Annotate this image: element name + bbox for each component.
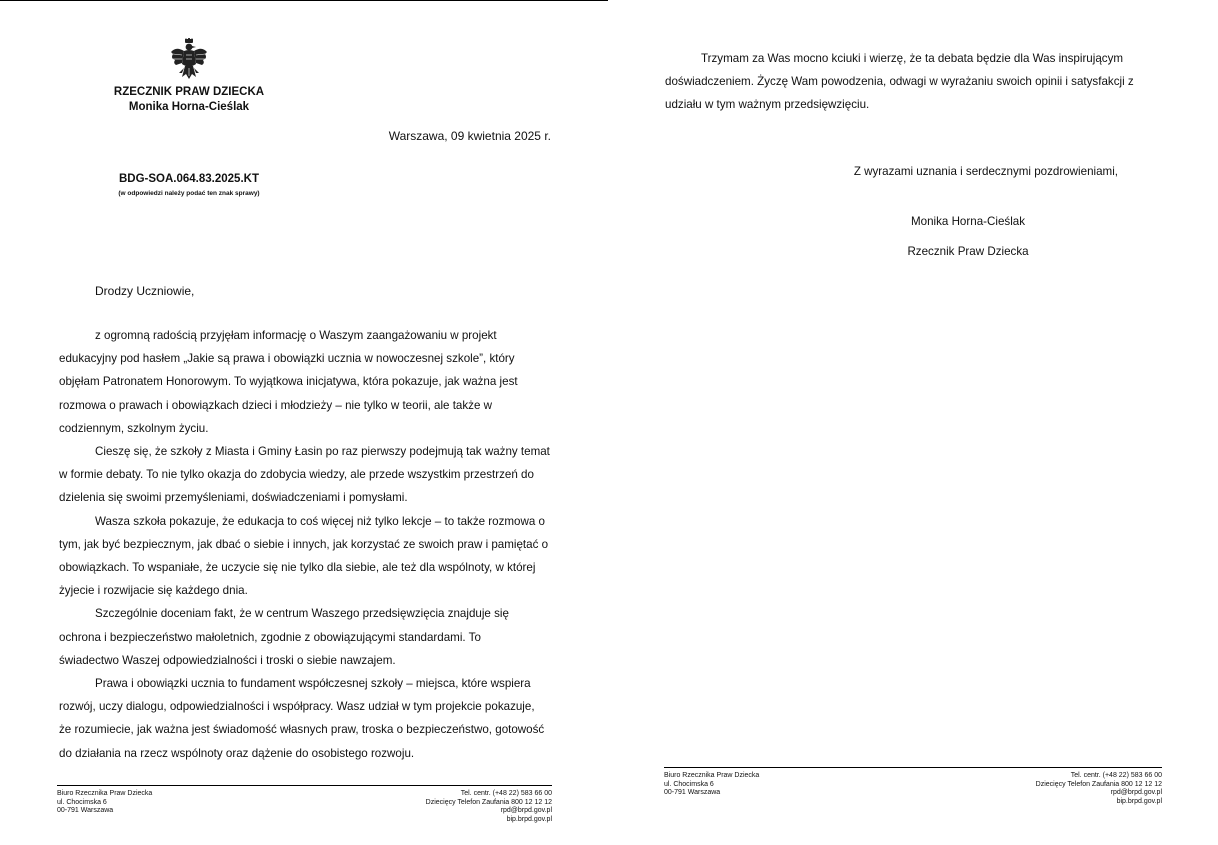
body-line: że rozumiecie, jak ważna jest świadomość własnych praw, troska o bezpieczeństwo, gotowość <box>59 723 545 737</box>
footer-line: rpd@brpd.gov.pl <box>1110 789 1162 797</box>
footer-line: Tel. centr. (+48 22) 583 66 00 <box>1070 772 1162 779</box>
body-line: doświadczeniem. Życzę Wam powodzenia, odwagi w wyrażaniu swoich opinii i satysfakcji z <box>665 75 1134 89</box>
footer-line: Dziecięcy Telefon Zaufania 800 12 12 12 <box>1035 780 1162 788</box>
body-line: dzielenia się swoimi przemyśleniami, doświadczeniami i pomysłami. <box>59 491 408 505</box>
footer-address <box>57 790 152 816</box>
body-line: świadectwo Waszej odpowiedzialności i troski o siebie nawzajem. <box>59 653 396 667</box>
letter-page-1 <box>0 0 608 845</box>
body-line: codziennym, szkolnym życiu. <box>59 421 209 435</box>
footer-line: 00-791 Warszawa <box>57 807 114 815</box>
body-line: Szczególnie doceniam fakt, że w centrum Waszego przedsięwzięcia znajduje się <box>95 607 509 621</box>
body-line: żyjecie i rozwijacie się każdego dnia. <box>59 584 248 598</box>
signature-name: Monika Horna-Cieślak <box>910 215 1026 228</box>
case-reference-note: (w odpowiedzi należy podać ten znak sprawy) <box>118 190 260 197</box>
body-line: rozmowa o prawach i obowiązkach dzieci i młodzieży – nie tylko w teorii, ale także w <box>59 398 493 412</box>
body-line: ochrona i bezpieczeństwo małoletnich, zgodnie z obowiązującymi standardami. To <box>59 630 481 644</box>
footer-line: bip.brpd.gov.pl <box>1116 797 1162 805</box>
body-line: udziału w tym ważnym przedsięwzięciu. <box>665 98 870 112</box>
closing-phrase: Z wyrazami uznania i serdecznymi pozdrowieniami, <box>853 165 1118 178</box>
footer-line: ul. Chocimska 6 <box>664 780 714 788</box>
body-line: obowiązkach. To wspaniałe, że uczycie się nie tylko dla siebie, ale też dla wspólnoty, w której <box>59 561 536 575</box>
letter-page-2 <box>608 0 1218 845</box>
footer-line: Dziecięcy Telefon Zaufania 800 12 12 12 <box>425 798 552 806</box>
body-line: Wasza szkoła pokazuje, że edukacja to coś więcej niż tylko lekcje – to także rozmowa o <box>95 514 545 528</box>
case-reference: BDG-SOA.064.83.2025.KT <box>119 173 259 185</box>
footer-contact <box>962 772 1162 806</box>
body-line: z ogromną radością przyjęłam informację o Waszym zaangażowaniu w projekt <box>95 329 497 342</box>
footer-line: 00-791 Warszawa <box>664 789 721 797</box>
footer-line: Biuro Rzecznika Praw Dziecka <box>57 790 153 797</box>
body-line: Cieszę się, że szkoły z Miasta i Gminy Łasin po raz pierwszy podejmują tak ważny temat <box>95 445 550 459</box>
footer-divider <box>57 785 552 786</box>
letter-body <box>59 324 553 765</box>
footer-line: rpd@brpd.gov.pl <box>500 807 552 815</box>
body-line: Trzymam za Was mocno kciuki i wierzę, że ta debata będzie dla Was inspirującym <box>701 52 1124 65</box>
footer-line: Biuro Rzecznika Praw Dziecka <box>664 772 760 779</box>
body-line: Prawa i obowiązki ucznia to fundament współczesnej szkoły – miejsca, które wspiera <box>95 677 531 691</box>
footer-divider <box>664 767 1162 768</box>
body-line: edukacyjny pod hasłem „Jakie są prawa i obowiązki ucznia w nowoczesnej szkole”, który <box>59 352 515 366</box>
body-line: do działania na rzecz wspólnoty oraz dążenie do osobistego rozwoju. <box>59 746 415 760</box>
footer-line: bip.brpd.gov.pl <box>506 815 552 823</box>
polish-eagle-emblem-icon <box>170 38 208 80</box>
body-line: tym, jak być bezpiecznym, jak dbać o siebie i innych, jak korzystać ze swoich praw i pamiętać o <box>59 537 549 551</box>
top-divider <box>0 0 608 1</box>
footer-line: Tel. centr. (+48 22) 583 66 00 <box>460 790 552 797</box>
body-line: objęłam Patronatem Honorowym. To wyjątkowa inicjatywa, która pokazuje, jak ważna jest <box>59 375 518 389</box>
header-title: RZECZNIK PRAW DZIECKA <box>113 86 265 98</box>
footer-line: ul. Chocimska 6 <box>57 798 107 806</box>
body-line: rozwój, uczy dialogu, odpowiedzialności i współpracy. Wasz udział w tym projekcie pokazuje, <box>59 700 535 714</box>
place-date: Warszawa, 09 kwietnia 2025 r. <box>388 129 551 143</box>
header-name: Monika Horna-Cieślak <box>128 101 250 113</box>
signature-role: Rzecznik Praw Dziecka <box>907 245 1029 258</box>
letter-body-continued <box>665 47 1150 117</box>
body-line: w formie debaty. To nie tylko okazja do zdobycia wiedzy, ale przede wszystkim przestrzeń do <box>59 468 534 482</box>
footer-contact <box>352 790 552 824</box>
salutation: Drodzy Uczniowie, <box>95 284 195 298</box>
footer-address <box>664 772 759 798</box>
